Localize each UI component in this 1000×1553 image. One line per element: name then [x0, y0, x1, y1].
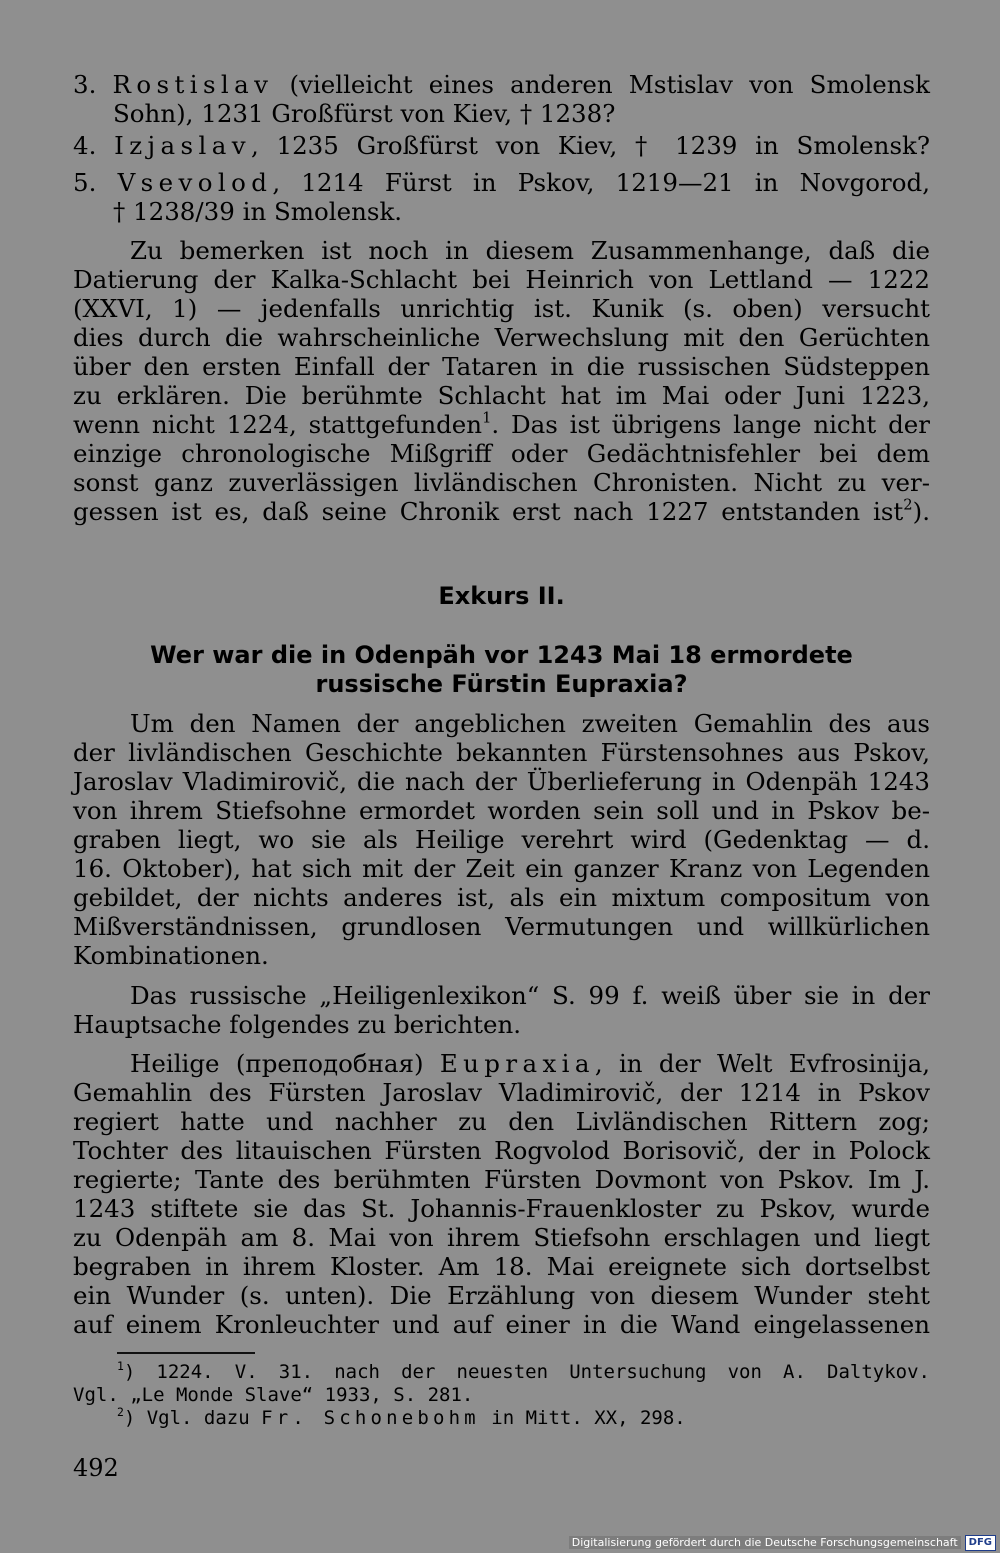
para2-line: Kombinationen.: [73, 941, 269, 970]
para3-line: Das russische „Heiligenlexikon“ S. 99 f. weiß über sie in der: [130, 981, 930, 1010]
para1-line: Datierung der Kalka-Schlacht bei Heinrich von Lettland — 1222: [73, 265, 930, 294]
section-subtitle-line-2: russische Fürstin Eupraxia?: [315, 670, 688, 698]
para4-line: regiert hatte und nachher zu den Livländischen Rittern zog;: [73, 1107, 930, 1136]
para2-line: Um den Namen der angeblichen zweiten Gemahlin des aus: [130, 709, 930, 738]
para2-line: der livländischen Geschichte bekannten Fürstensohnes aus Pskov,: [73, 738, 930, 767]
para2-line: graben liegt, wo sie als Heilige verehrt wird (Gedenktag — d.: [73, 825, 930, 854]
para4-line: ein Wunder (s. unten). Die Erzählung von diesem Wunder steht: [73, 1281, 930, 1310]
dfg-logo-icon: DFG: [965, 1535, 996, 1551]
para3-line: Hauptsache folgendes zu berichten.: [73, 1010, 522, 1039]
section-title: Exkurs II.: [438, 582, 565, 610]
para4-line: Heilige (преподобная) Eupraxia, in der Welt Evfrosinija,: [130, 1049, 930, 1078]
footnote-1-line-2: Vgl. „Le Monde Slave“ 1933, S. 281.: [73, 1384, 474, 1406]
para2-line: von ihrem Stiefsohne ermordet worden sein soll und in Pskov be-: [73, 796, 930, 825]
footnote-2: $^2$) Vgl. dazu Fr. Schonebohm in Mitt. XX, 298.: [117, 1405, 686, 1429]
list-item-3-line-2: Sohn), 1231 Großfürst von Kiev, † 1238?: [113, 99, 616, 128]
credit-text: Digitalisierung gefördert durch die Deutsche Forschungsgemeinschaft: [569, 1536, 961, 1549]
para1-line: einzige chronologische Mißgriff oder Gedächtnisfehler bei dem: [73, 439, 930, 468]
para2-line: 16. Oktober), hat sich mit der Zeit ein ganzer Kranz von Legenden: [73, 854, 930, 883]
para1-line: zu erklären. Die berühmte Schlacht hat im Mai oder Juni 1223,: [73, 381, 930, 410]
para4-line: auf einem Kronleuchter und auf einer in die Wand eingelassenen: [73, 1310, 930, 1339]
para4-line: begraben in ihrem Kloster. Am 18. Mai ereignete sich dortselbst: [73, 1252, 930, 1281]
footnote-ref: 1: [482, 409, 492, 427]
list-item-4: 4. Izjaslav, 1235 Großfürst von Kiev, † 1239 in Smolensk?: [73, 131, 930, 160]
para1-line: (XXVI, 1) — jedenfalls unrichtig ist. Kunik (s. oben) versucht: [73, 294, 930, 323]
para1-line: sonst ganz zuverlässigen livländischen Chronisten. Nicht zu ver-: [73, 468, 930, 497]
para1-line: dies durch die wahrscheinliche Verwechslung mit den Gerüchten: [73, 323, 930, 352]
para4-line: Gemahlin des Fürsten Jaroslav Vladimirovič, der 1214 in Pskov: [73, 1078, 930, 1107]
list-item-5-line-2: † 1238/39 in Smolensk.: [113, 197, 403, 226]
para1-line: über den ersten Einfall der Tataren in die russischen Südsteppen: [73, 352, 930, 381]
digitization-credit: [569, 1534, 996, 1551]
para2-line: gebildet, der nichts anderes ist, als ein mixtum compositum von: [73, 883, 930, 912]
footnote-1-line-1: $^1$) 1224. V. 31. nach der neuesten Untersuchung von A. Daltykov.: [117, 1359, 930, 1383]
footnote-rule: [117, 1352, 255, 1354]
para1-line: gessen ist es, daß seine Chronik erst nach 1227 entstanden ist$^2$).: [73, 496, 930, 526]
page-number: 492: [73, 1454, 119, 1482]
para2-line: Mißverständnissen, grundlosen Vermutungen und willkürlichen: [73, 912, 930, 941]
para1-line: wenn nicht 1224, stattgefunden$^1$. Das ist übrigens lange nicht der: [73, 409, 930, 439]
para4-line: Tochter des litauischen Fürsten Rogvolod Borisovič, der in Polock: [73, 1136, 930, 1165]
list-item-3-line-1: 3. Rostislav (vielleicht eines anderen Mstislav von Smolensk: [73, 70, 930, 99]
para1-line: Zu bemerken ist noch in diesem Zusammenhange, daß die: [130, 236, 930, 265]
para4-line: regierte; Tante des berühmten Fürsten Dovmont von Pskov. Im J.: [73, 1165, 930, 1194]
para4-line: 1243 stiftete sie das St. Johannis-Frauenkloster zu Pskov, wurde: [73, 1194, 930, 1223]
para4-line: zu Odenpäh am 8. Mai von ihrem Stiefsohn erschlagen und liegt: [73, 1223, 930, 1252]
list-item-5-line-1: 5. Vsevolod, 1214 Fürst in Pskov, 1219—21 in Novgorod,: [73, 168, 930, 197]
para2-line: Jaroslav Vladimirovič, die nach der Überlieferung in Odenpäh 1243: [73, 767, 930, 796]
section-subtitle-line-1: Wer war die in Odenpäh vor 1243 Mai 18 ermordete: [150, 641, 853, 669]
footnote-ref: 2: [903, 496, 913, 514]
